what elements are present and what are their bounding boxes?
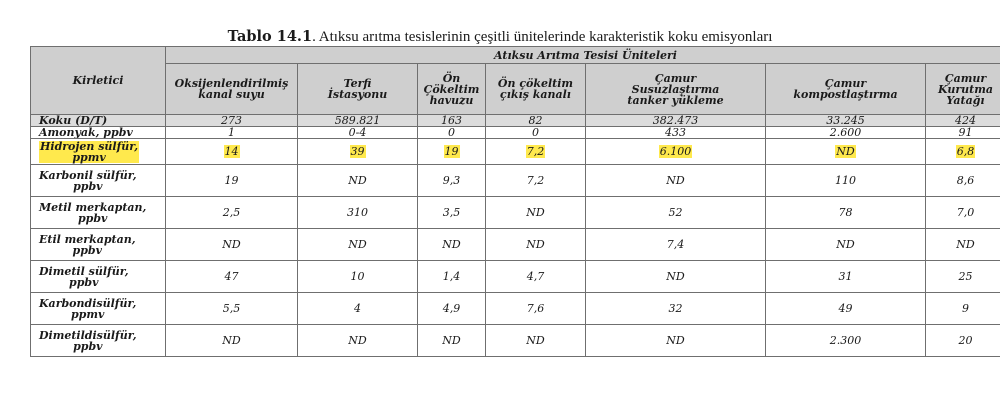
cell-value: 2.600 (829, 126, 862, 139)
cell-value: ND (348, 174, 367, 187)
text-line: havuzu (429, 93, 474, 107)
table-cell (586, 139, 766, 165)
pollutant-name (31, 197, 166, 229)
table-cell (166, 325, 298, 357)
table-cell (418, 293, 486, 325)
text-line: Etil merkaptan, (39, 232, 136, 246)
table-cell (766, 127, 926, 139)
table-cell (926, 139, 1000, 165)
cell-value: ND (526, 206, 545, 219)
cell-value: 7,0 (956, 206, 975, 219)
caption-label: Tablo 14.1 (227, 28, 313, 45)
pollutant-label (39, 298, 136, 320)
cell-value: ND (956, 238, 975, 251)
text-line: Karbondisülfür, (39, 296, 137, 310)
table-cell (586, 261, 766, 293)
table-cell (486, 139, 586, 165)
pollutant-name (31, 229, 166, 261)
table-cell (766, 115, 926, 127)
cell-value: 273 (221, 114, 242, 127)
table-cell (926, 127, 1000, 139)
cell-value: 0-4 (348, 126, 367, 139)
table-body (31, 115, 1000, 357)
cell-value: 9 (962, 302, 970, 315)
table-cell (166, 127, 298, 139)
table-row (31, 229, 1000, 261)
cell-value: 25 (958, 270, 973, 283)
cell-value: ND (836, 238, 855, 251)
table-row (31, 165, 1000, 197)
cell-value: 424 (955, 114, 977, 127)
table-cell (486, 261, 586, 293)
pollutant-label (39, 141, 139, 163)
table-row (31, 127, 1000, 139)
table-cell (486, 127, 586, 139)
text-line: Dimetil sülfür, (39, 264, 129, 278)
cell-value: 6,8 (956, 145, 975, 158)
column-header (766, 64, 926, 115)
cell-value: 6.100 (659, 145, 692, 158)
cell-value: 2.300 (829, 334, 862, 347)
cell-value: 20 (958, 334, 973, 347)
text-line: Ön (442, 71, 461, 85)
text-line: Koku (D/T) (39, 114, 108, 127)
table-cell (766, 325, 926, 357)
cell-value: 433 (665, 126, 686, 139)
cell-value: 1,4 (442, 270, 461, 283)
table-cell (298, 293, 418, 325)
text-line: ppbv (77, 211, 108, 225)
table-cell (486, 229, 586, 261)
table-cell (586, 293, 766, 325)
table-cell (766, 261, 926, 293)
cell-value: 589.821 (334, 114, 381, 127)
table-cell (166, 229, 298, 261)
text-line: Karbonil sülfür, (39, 168, 137, 182)
caption-text: . Atıksu arıtma tesislerinin çeşitli ünitelerinde karakteristik koku emisyonları (312, 29, 773, 45)
table-cell (418, 325, 486, 357)
cell-value: 382.473 (652, 114, 699, 127)
cell-value: 31 (838, 270, 853, 283)
cell-value: 7,2 (526, 145, 545, 158)
table-cell (418, 165, 486, 197)
cell-value: 7,4 (666, 238, 685, 251)
cell-value: 4,7 (526, 270, 545, 283)
cell-value: 4 (354, 302, 361, 315)
cell-value: 19 (224, 174, 239, 187)
table-cell (166, 165, 298, 197)
table-cell (586, 325, 766, 357)
cell-value: ND (666, 270, 685, 283)
pollutant-label (39, 127, 133, 138)
column-header (486, 64, 586, 115)
text-line: Susuzlaştırma (631, 82, 720, 96)
text-line: Oksijenlendirilmiş (174, 77, 289, 90)
cell-value: 91 (958, 126, 973, 139)
table-cell (486, 165, 586, 197)
table-row (31, 115, 1000, 127)
cell-value: 0 (532, 126, 539, 139)
table-cell (766, 165, 926, 197)
pollutant-name (31, 261, 166, 293)
text-line: kompostlaştırma (793, 88, 898, 101)
cell-value: ND (348, 238, 367, 251)
text-line: Dimetildisülfür, (39, 328, 137, 342)
cell-value: 8,6 (956, 174, 975, 187)
table-cell (418, 127, 486, 139)
cell-value: 52 (668, 206, 683, 219)
table-cell (166, 197, 298, 229)
table-cell (298, 165, 418, 197)
text-line: ppbv (73, 179, 103, 193)
table-cell (166, 115, 298, 127)
table-row (31, 293, 1000, 325)
table-cell (166, 293, 298, 325)
cell-value: ND (348, 334, 367, 347)
column-header (926, 64, 1000, 115)
cell-value: ND (836, 145, 855, 158)
cell-value: 39 (350, 145, 365, 158)
table-cell (766, 293, 926, 325)
cell-value: ND (222, 334, 241, 347)
text-line: Hidrojen sülfür, (40, 139, 139, 153)
table-cell (926, 325, 1000, 357)
cell-value: 9,3 (442, 174, 461, 187)
table-cell (586, 229, 766, 261)
cell-value: 7,2 (526, 174, 545, 187)
pollutant-label (39, 170, 137, 192)
cell-value: 19 (444, 145, 459, 158)
text-line: Çamur (944, 71, 987, 85)
column-header-row (31, 64, 1000, 115)
table-row (31, 139, 1000, 165)
cell-value: ND (666, 334, 685, 347)
cell-value: 49 (838, 302, 853, 315)
cell-value: ND (526, 238, 545, 251)
text-line: ppbv (69, 275, 99, 289)
pollutant-name (31, 139, 166, 165)
table-cell (486, 325, 586, 357)
table-cell (298, 261, 418, 293)
pollutant-name (31, 165, 166, 197)
table-row (31, 325, 1000, 357)
text-line: Çamur (824, 77, 867, 90)
table-cell (298, 127, 418, 139)
table-cell (166, 139, 298, 165)
column-header (586, 64, 766, 115)
text-line: ppmv (70, 307, 105, 321)
table-cell (766, 197, 926, 229)
unit-group-header: Atıksu Arıtma Tesisi Üniteleri (166, 47, 1000, 64)
column-header (166, 64, 298, 115)
text-line: Yatağı (946, 93, 985, 107)
table-cell (166, 261, 298, 293)
cell-value: 47 (224, 270, 239, 283)
cell-value: 14 (224, 145, 239, 158)
text-line: Amonyak, ppbv (39, 126, 133, 139)
table-cell (586, 127, 766, 139)
table-cell (586, 165, 766, 197)
cell-value: ND (526, 334, 545, 347)
text-line: Çamur (654, 71, 697, 85)
cell-value: 82 (528, 114, 543, 127)
table-cell (926, 261, 1000, 293)
cell-value: 10 (350, 270, 365, 283)
text-line: Terfi (343, 77, 372, 90)
pollutant-name (31, 293, 166, 325)
table-cell (926, 165, 1000, 197)
table-cell (926, 115, 1000, 127)
odor-emission-table (30, 46, 1000, 357)
column-header (298, 64, 418, 115)
table-cell (418, 261, 486, 293)
cell-value: ND (442, 334, 461, 347)
table-cell (418, 115, 486, 127)
pollutant-name (31, 127, 166, 139)
pollutant-header: Kirletici (31, 47, 166, 115)
table-cell (298, 115, 418, 127)
table-cell (766, 139, 926, 165)
table-cell (766, 229, 926, 261)
pollutant-label (39, 266, 129, 288)
table-cell (586, 197, 766, 229)
table-row (31, 261, 1000, 293)
cell-value: 1 (228, 126, 235, 139)
text-line: Kurutma (938, 82, 993, 96)
cell-value: 78 (838, 206, 853, 219)
cell-value: 33.245 (826, 114, 865, 127)
text-line: Metil merkaptan, (39, 200, 147, 214)
text-line: çıkış kanalı (500, 88, 571, 101)
cell-value: ND (442, 238, 461, 251)
table-cell (926, 197, 1000, 229)
cell-value: 4,9 (442, 302, 461, 315)
table-cell (298, 229, 418, 261)
table-cell (418, 229, 486, 261)
table-cell (486, 197, 586, 229)
cell-value: 2,5 (222, 206, 241, 219)
text-line: Ön çökeltim (497, 77, 574, 90)
text-line: ppmv (72, 150, 106, 164)
pollutant-label (39, 234, 136, 256)
cell-value: 310 (347, 206, 368, 219)
pollutant-label (39, 115, 107, 126)
pollutant-name (31, 115, 166, 127)
cell-value: 110 (835, 174, 856, 187)
pollutant-label (39, 330, 137, 352)
pollutant-name (31, 325, 166, 357)
cell-value: 7,6 (526, 302, 545, 315)
column-header (418, 64, 486, 115)
cell-value: 3,5 (442, 206, 461, 219)
table-cell (418, 197, 486, 229)
table-cell (486, 293, 586, 325)
cell-value: ND (666, 174, 685, 187)
pollutant-label (39, 202, 146, 224)
text-line: tanker yükleme (627, 93, 724, 107)
table-caption (0, 28, 1000, 46)
table-row (31, 197, 1000, 229)
table-cell (926, 229, 1000, 261)
table-cell (298, 325, 418, 357)
cell-value: 5,5 (222, 302, 241, 315)
text-line: ppbv (73, 339, 103, 353)
cell-value: 32 (668, 302, 683, 315)
table-cell (298, 197, 418, 229)
table-cell (418, 139, 486, 165)
text-line: İstasyonu (327, 88, 388, 101)
table-cell (926, 293, 1000, 325)
text-line: ppbv (72, 243, 103, 257)
table-cell (586, 115, 766, 127)
text-line: kanal suyu (198, 88, 265, 101)
text-line: Çökeltim (423, 82, 480, 96)
table-cell (298, 139, 418, 165)
cell-value: ND (222, 238, 241, 251)
cell-value: 0 (448, 126, 455, 139)
cell-value: 163 (441, 114, 462, 127)
table-cell (486, 115, 586, 127)
